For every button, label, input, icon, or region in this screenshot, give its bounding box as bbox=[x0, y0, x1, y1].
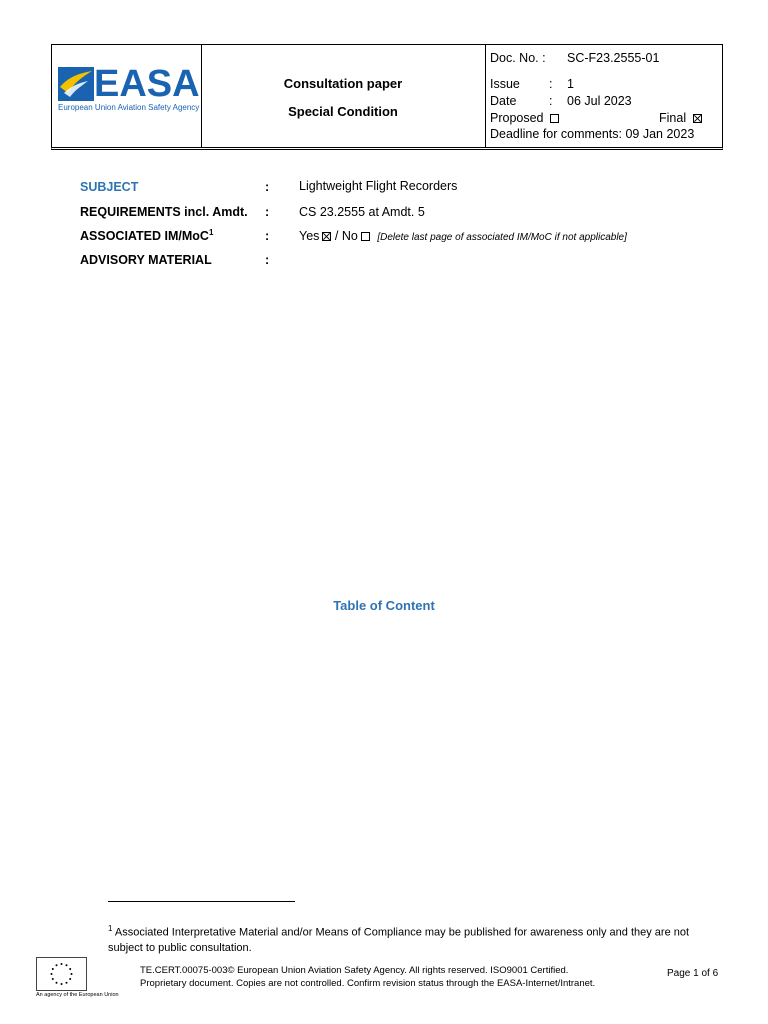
header-title-consultation: Consultation paper bbox=[283, 76, 403, 91]
header-title-special-condition: Special Condition bbox=[288, 104, 398, 119]
date-value: 06 Jul 2023 bbox=[567, 94, 632, 108]
footer-line-2: Proprietary document. Copies are not controlled. Confirm revision status through the EASA-Internet/Intranet. bbox=[140, 978, 596, 989]
eu-stars-icon bbox=[37, 958, 86, 990]
eu-flag-icon bbox=[36, 957, 87, 991]
proposed-option bbox=[490, 111, 559, 125]
subject-value: Lightweight Flight Recorders bbox=[299, 179, 458, 193]
proposed-checkbox[interactable] bbox=[550, 114, 559, 123]
document-header bbox=[51, 44, 723, 150]
final-option bbox=[659, 111, 702, 125]
issue-label: Issue bbox=[490, 77, 520, 91]
header-divider bbox=[485, 45, 486, 147]
toc-title: Table of Content bbox=[333, 598, 435, 613]
associated-label-text: ASSOCIATED IM/MoC bbox=[80, 229, 209, 244]
logo-wordmark: EASA bbox=[94, 63, 200, 105]
date-colon: : bbox=[549, 94, 553, 108]
requirements-label: REQUIREMENTS incl. Amdt. bbox=[80, 205, 248, 219]
associated-value bbox=[299, 229, 627, 243]
footnote-number: 1 bbox=[108, 924, 113, 933]
advisory-colon: : bbox=[265, 253, 270, 267]
associated-yes-label: Yes bbox=[299, 229, 320, 243]
page-number: Page 1 of 6 bbox=[667, 968, 719, 979]
easa-wing-icon bbox=[58, 67, 94, 101]
doc-no-label: Doc. No. : bbox=[490, 51, 546, 65]
final-label: Final bbox=[659, 111, 687, 125]
subject-colon: : bbox=[265, 180, 270, 194]
associated-colon: : bbox=[265, 229, 270, 243]
issue-colon: : bbox=[549, 77, 553, 91]
date-label: Date bbox=[490, 94, 517, 108]
doc-no-value: SC-F23.2555-01 bbox=[567, 51, 660, 65]
associated-no-checkbox[interactable] bbox=[361, 232, 370, 241]
footer-text bbox=[140, 964, 595, 990]
issue-value: 1 bbox=[567, 77, 574, 91]
logo-subtitle: European Union Aviation Safety Agency bbox=[58, 103, 200, 112]
footnote-divider bbox=[108, 901, 295, 902]
proposed-label: Proposed bbox=[490, 111, 544, 125]
associated-yes-checkbox[interactable] bbox=[322, 232, 331, 241]
footnote-text: Associated Interpretative Material and/or Means of Compliance may be published for awareness only and they are not subject to public consultation. bbox=[108, 926, 690, 954]
requirements-colon: : bbox=[265, 205, 270, 219]
associated-note: [Delete last page of associated IM/MoC if not applicable] bbox=[377, 232, 627, 243]
associated-label bbox=[80, 228, 213, 243]
subject-label: SUBJECT bbox=[80, 180, 139, 194]
eu-caption: An agency of the European Union bbox=[36, 992, 119, 998]
easa-logo bbox=[58, 63, 200, 117]
requirements-value: CS 23.2555 at Amdt. 5 bbox=[299, 205, 425, 219]
footnote bbox=[108, 921, 708, 956]
header-divider bbox=[201, 45, 202, 147]
associated-no-label: / No bbox=[334, 229, 358, 243]
footer-line-1: TE.CERT.00075-003© European Union Aviation Safety Agency. All rights reserved. ISO9001 Certified. bbox=[140, 965, 569, 976]
advisory-label: ADVISORY MATERIAL bbox=[80, 253, 212, 267]
footnote-ref: 1 bbox=[208, 228, 214, 237]
final-checkbox[interactable] bbox=[693, 114, 702, 123]
deadline-text: Deadline for comments: 09 Jan 2023 bbox=[490, 127, 695, 141]
